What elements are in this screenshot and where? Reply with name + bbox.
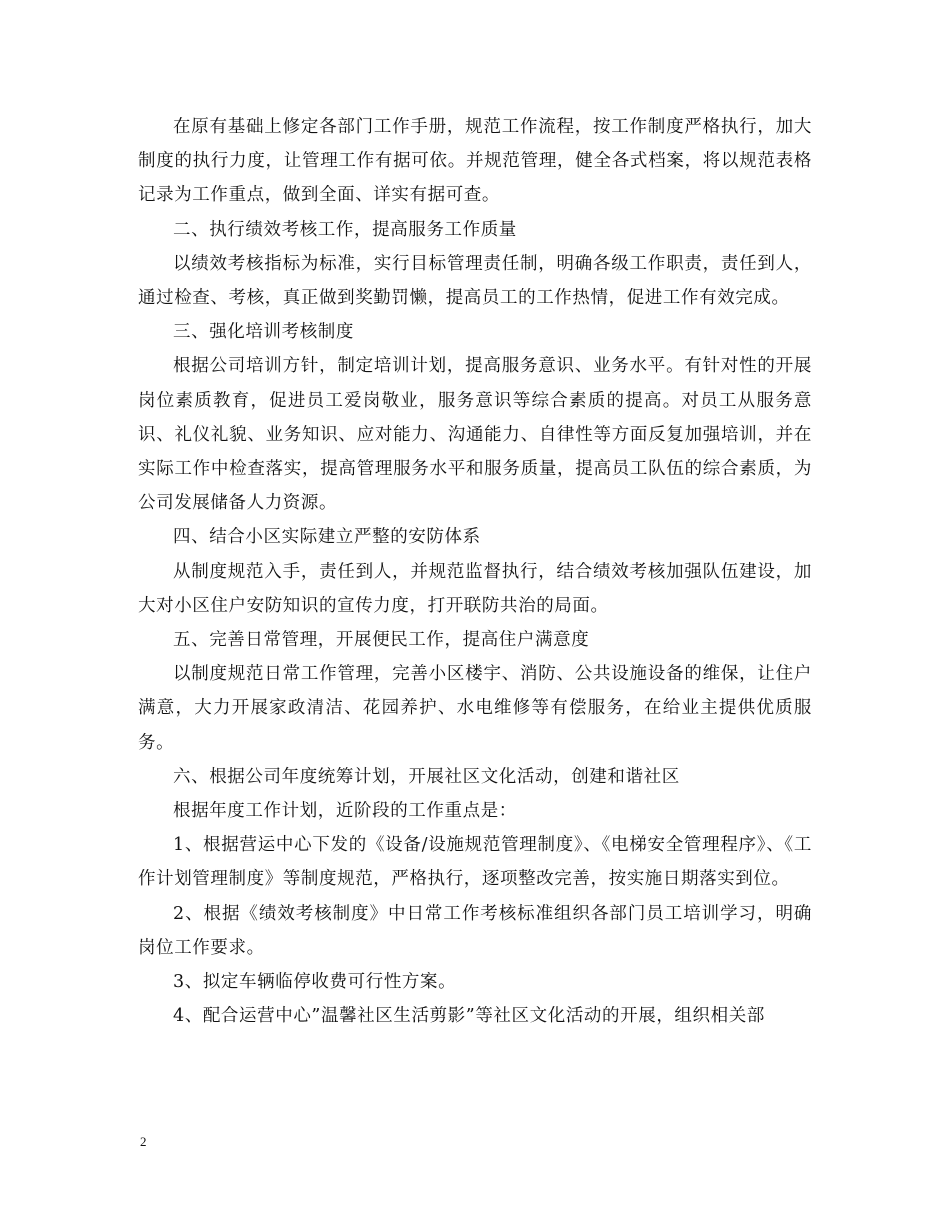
section-heading: 五、完善日常管理，开展便民工作，提高住户满意度 xyxy=(173,630,590,651)
section-heading: 二、执行绩效考核工作，提高服务工作质量 xyxy=(173,219,517,240)
paragraph: 根据年度工作计划，近阶段的工作重点是： xyxy=(173,801,517,822)
paragraph: 根据公司培训方针，制定培训计划，提高服务意识、业务水平。有针对性的开展岗位素质教育，促进员工爱岗敬业，服务意识等综合素质的提高。对员工从服务意识、礼仪礼貌、业务知识、应对能力、沟通能力、自律性等方面反复加强培训，并在实际工作中检查落实，提高管理服务水平和服务质量，提高员工队伍的综合素质，为公司发展储备人力资源。 xyxy=(138,356,812,514)
list-item: 3、拟定车辆临停收费可行性方案。 xyxy=(173,972,457,993)
page-number: 2 xyxy=(140,1134,147,1149)
paragraph: 从制度规范入手，责任到人，并规范监督执行，结合绩效考核加强队伍建设，加大对小区住户安防知识的宣传力度，打开联防共治的局面。 xyxy=(138,561,812,616)
list-item: 1、根据营运中心下发的《设备/设施规范管理制度》、《电梯安全管理程序》、《工作计划管理制度》等制度规范，严格执行，逐项整改完善，按实施日期落实到位。 xyxy=(138,835,812,890)
paragraph: 在原有基础上修定各部门工作手册，规范工作流程，按工作制度严格执行，加大制度的执行力度，让管理工作有据可依。并规范管理，健全各式档案，将以规范表格记录为工作重点，做到全面、详实有据可查。 xyxy=(138,117,812,206)
section-heading: 六、根据公司年度统筹计划，开展社区文化活动，创建和谐社区 xyxy=(173,766,680,787)
paragraph: 以制度规范日常工作管理，完善小区楼宇、消防、公共设施设备的维保，让住户满意，大力开展家政清洁、花园养护、水电维修等有偿服务，在给业主提供优质服务。 xyxy=(138,664,812,753)
list-item: 2、根据《绩效考核制度》中日常工作考核标准组织各部门员工培训学习，明确岗位工作要求。 xyxy=(138,903,812,958)
section-heading: 四、结合小区实际建立严整的安防体系 xyxy=(173,527,481,548)
list-item: 4、配合运营中心”温馨社区生活剪影”等社区文化活动的开展，组织相关部 xyxy=(173,1006,765,1027)
section-heading: 三、强化培训考核制度 xyxy=(173,322,354,343)
document-body xyxy=(138,110,812,1033)
paragraph: 以绩效考核指标为标准，实行目标管理责任制，明确各级工作职责，责任到人，通过检查、考核，真正做到奖勤罚懒，提高员工的工作热情，促进工作有效完成。 xyxy=(138,253,812,309)
